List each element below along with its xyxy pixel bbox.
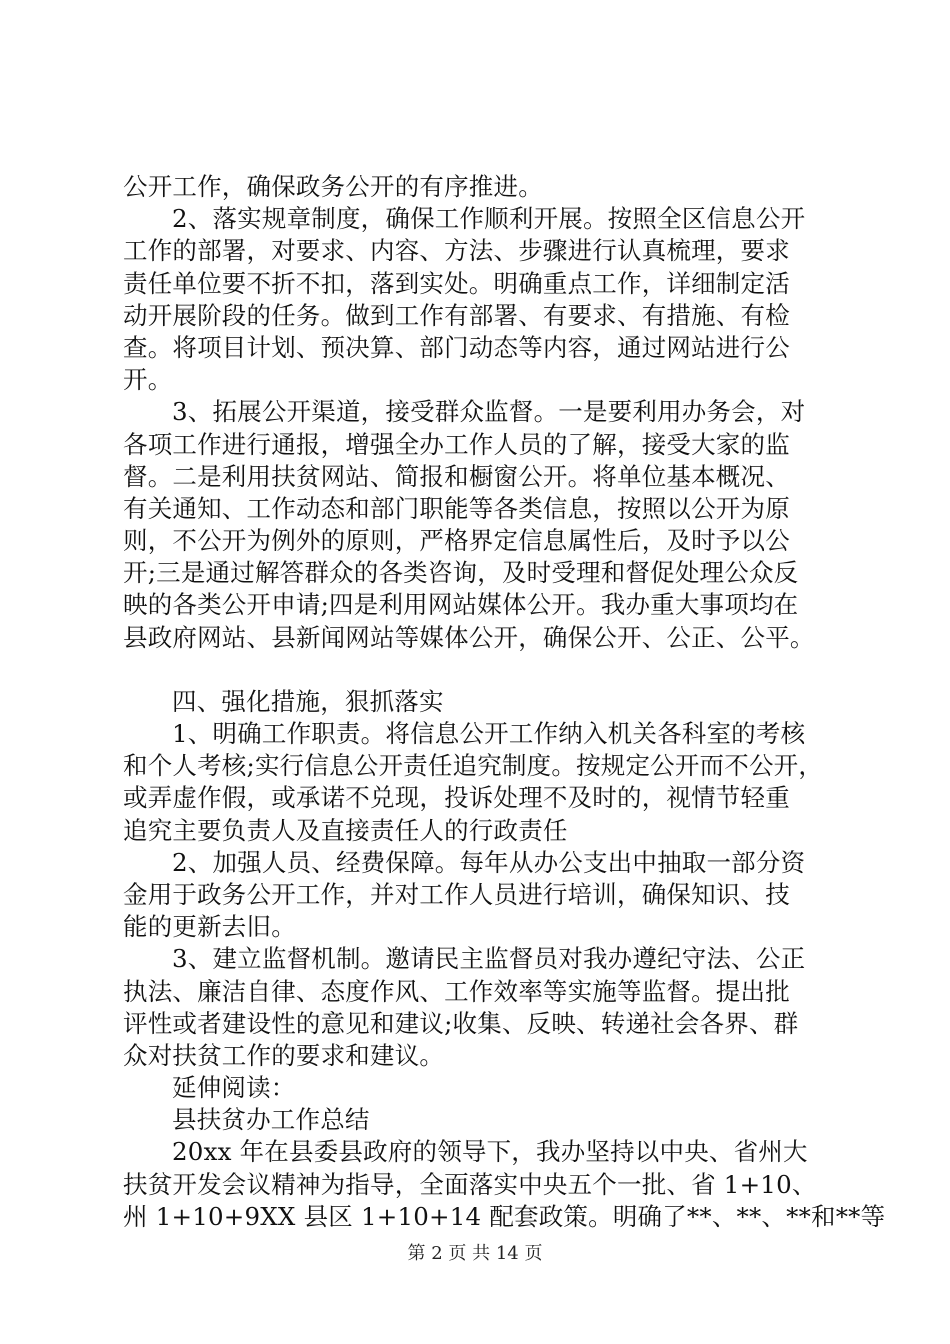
text-line: 众对扶贫工作的要求和建议。 xyxy=(123,1040,445,1070)
text-line: 开;三是通过解答群众的各类咨询，及时受理和督促处理公众反 xyxy=(123,558,799,588)
text-line: 动开展阶段的任务。做到工作有部署、有要求、有措施、有检 xyxy=(123,300,790,330)
text-line: 扶贫开发会议精神为指导，全面落实中央五个一批、省 1+10、 xyxy=(123,1169,817,1199)
subsection-title: 县扶贫办工作总结 xyxy=(172,1105,370,1135)
text-line: 查。将项目计划、预决算、部门动态等内容，通过网站进行公 xyxy=(123,332,790,362)
text-line: 责任单位要不折不扣，落到实处。明确重点工作，详细制定活 xyxy=(123,268,790,298)
page-footer xyxy=(0,1242,950,1266)
text-line: 3、拓展公开渠道，接受群众监督。一是要利用办务会，对 xyxy=(172,397,806,427)
extended-reading-label: 延伸阅读： xyxy=(172,1073,296,1103)
text-line: 追究主要负责人及直接责任人的行政责任 xyxy=(123,815,568,845)
text-line: 映的各类公开申请;四是利用网站媒体公开。我办重大事项均在 xyxy=(123,590,799,620)
text-line: 20xx 年在县委县政府的领导下，我办坚持以中央、省州大 xyxy=(172,1137,808,1167)
text-line: 金用于政务公开工作，并对工作人员进行培训，确保知识、技 xyxy=(123,879,790,909)
paragraph-gap xyxy=(123,654,853,686)
text-line: 执法、廉洁自律、态度作风、工作效率等实施等监督。提出批 xyxy=(123,976,790,1006)
text-line: 则，不公开为例外的原则，严格界定信息属性后，及时予以公 xyxy=(123,526,790,556)
text-line: 能的更新去旧。 xyxy=(123,912,296,942)
text-line: 3、建立监督机制。邀请民主监督员对我办遵纪守法、公正 xyxy=(172,944,806,974)
text-line: 1、明确工作职责。将信息公开工作纳入机关各科室的考核 xyxy=(172,719,806,748)
section-heading: 四、强化措施，狠抓落实 xyxy=(172,686,444,716)
document-body xyxy=(123,171,886,1233)
page-number-label: 第 2 页 共 14 页 xyxy=(407,1243,543,1264)
text-line: 有关通知、工作动态和部门职能等各类信息，按照以公开为原 xyxy=(123,493,790,523)
text-line: 各项工作进行通报，增强全办工作人员的了解，接受大家的监 xyxy=(123,429,790,459)
text-line: 和个人考核;实行信息公开责任追究制度。按规定公开而不公开， xyxy=(123,751,824,781)
text-line: 州 1+10+9XX 县区 1+10+14 配套政策。明确了**、**、**和**等 xyxy=(123,1201,886,1231)
text-line: 工作的部署，对要求、内容、方法、步骤进行认真梳理，要求 xyxy=(123,236,790,266)
text-line: 2、加强人员、经费保障。每年从办公支出中抽取一部分资 xyxy=(172,847,806,877)
text-line: 县政府网站、县新闻网站等媒体公开，确保公开、公正、公平。 xyxy=(123,622,815,652)
text-line: 评性或者建设性的意见和建议;收集、反映、转递社会各界、群 xyxy=(123,1008,799,1038)
text-line: 开。 xyxy=(123,365,173,395)
text-line: 或弄虚作假，或承诺不兑现，投诉处理不及时的，视情节轻重 xyxy=(123,783,790,813)
text-line: 2、落实规章制度，确保工作顺利开展。按照全区信息公开 xyxy=(172,204,806,234)
text-line: 公开工作，确保政务公开的有序推进。 xyxy=(123,172,543,201)
text-line: 督。二是利用扶贫网站、简报和橱窗公开。将单位基本概况、 xyxy=(123,461,790,491)
